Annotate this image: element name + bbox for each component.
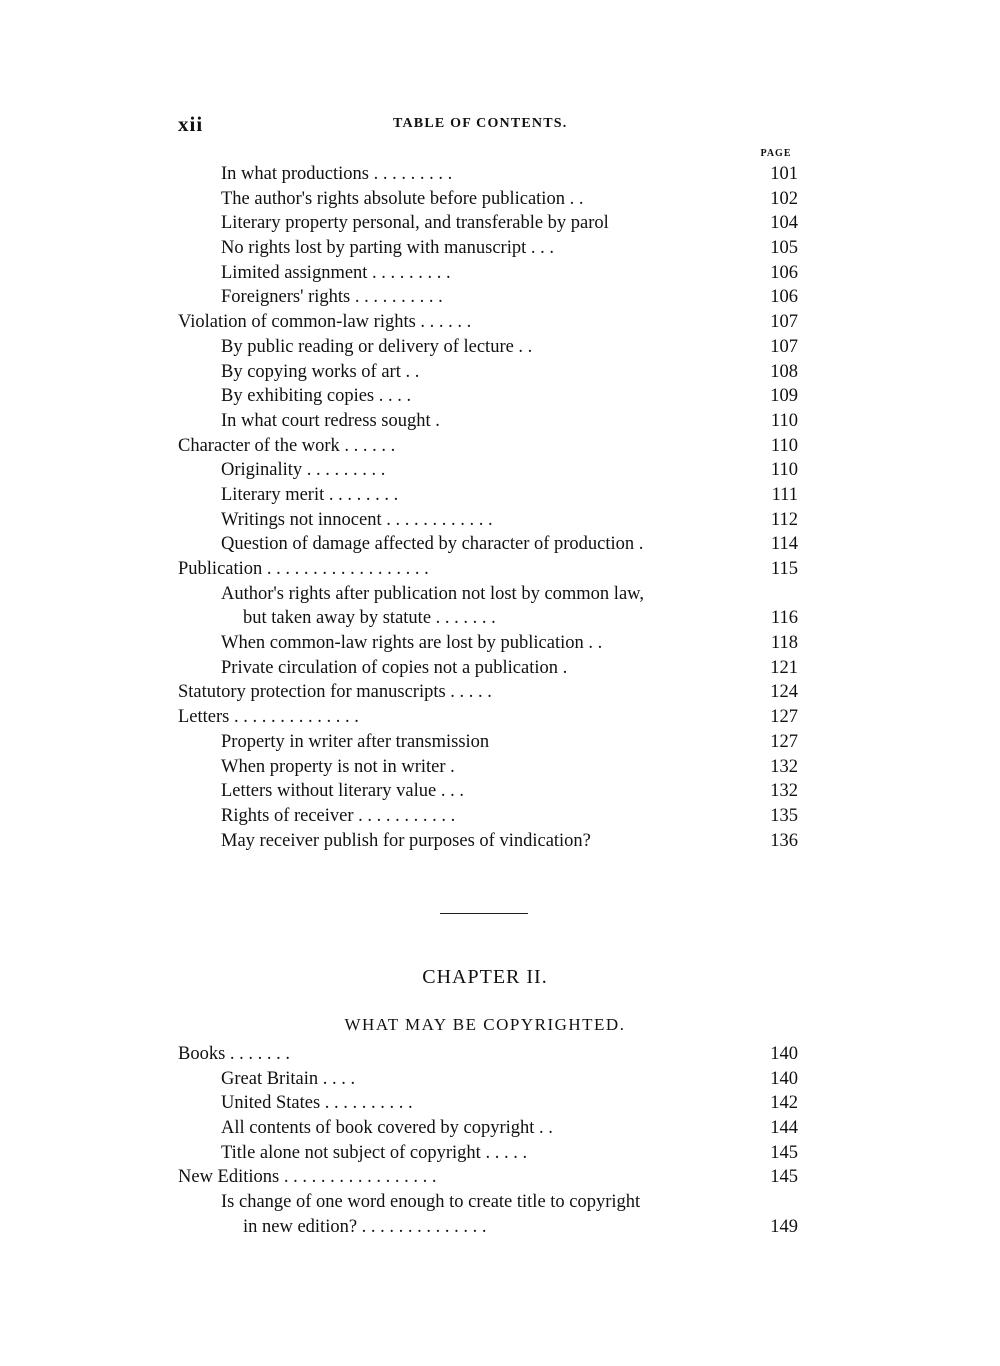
toc-entry-page: 145	[770, 1167, 798, 1188]
toc-entry	[178, 606, 798, 631]
page-number: xii	[178, 112, 204, 136]
running-head: TABLE OF CONTENTS.	[393, 116, 568, 131]
toc-entry	[178, 1190, 798, 1215]
toc-entry-title: No rights lost by parting with manuscript . . .	[221, 238, 554, 259]
toc-entry	[178, 483, 798, 508]
toc-entry	[178, 705, 798, 730]
toc-entry-page: 112	[770, 509, 798, 530]
toc-entry-page: 149	[770, 1216, 798, 1237]
contents-list-chapter-2	[178, 1042, 798, 1240]
toc-entry-title: Character of the work . . . . . .	[178, 435, 396, 456]
toc-entry-page: 102	[770, 188, 798, 209]
toc-entry-page: 109	[770, 386, 798, 407]
contents-list-chapter-1	[178, 162, 798, 853]
toc-entry	[178, 360, 798, 385]
toc-entry-page: 144	[770, 1118, 798, 1139]
toc-entry	[178, 1042, 798, 1067]
toc-entry-page: 107	[770, 336, 798, 357]
toc-entry-page: 106	[770, 262, 798, 283]
toc-entry	[178, 384, 798, 409]
toc-entry-title: Literary merit . . . . . . . .	[221, 484, 399, 505]
toc-entry-page: 136	[770, 830, 798, 851]
toc-entry-page: 132	[770, 756, 798, 777]
toc-entry-page: 106	[770, 287, 798, 308]
chapter-subtitle: WHAT MAY BE COPYRIGHTED.	[344, 1015, 626, 1034]
toc-entry-title: All contents of book covered by copyright . .	[221, 1118, 553, 1139]
toc-entry	[178, 261, 798, 286]
toc-entry-title: By public reading or delivery of lecture . .	[221, 336, 533, 357]
toc-entry-title: Literary property personal, and transferable by parol	[221, 213, 609, 234]
toc-entry-page: 110	[770, 435, 798, 456]
toc-entry-title: in new edition? . . . . . . . . . . . . . .	[243, 1216, 487, 1237]
toc-entry	[178, 582, 798, 607]
toc-entry	[178, 458, 798, 483]
toc-entry-page: 121	[770, 657, 798, 678]
toc-entry-title: Letters . . . . . . . . . . . . . .	[178, 707, 359, 728]
toc-entry-title: Originality . . . . . . . . .	[221, 460, 386, 481]
toc-entry	[178, 1091, 798, 1116]
toc-entry	[178, 434, 798, 459]
toc-entry	[178, 730, 798, 755]
page-column-label: PAGE	[760, 148, 792, 159]
toc-entry	[178, 779, 798, 804]
toc-entry-page: 132	[770, 781, 798, 802]
toc-entry	[178, 1067, 798, 1092]
toc-entry-title: Author's rights after publication not lost by common law,	[221, 583, 644, 604]
toc-entry	[178, 162, 798, 187]
toc-entry-title: United States . . . . . . . . . .	[221, 1093, 413, 1114]
toc-entry-title: May receiver publish for purposes of vindication?	[221, 830, 591, 851]
toc-entry	[178, 187, 798, 212]
toc-entry-title: Great Britain . . . .	[221, 1068, 356, 1089]
toc-entry	[178, 310, 798, 335]
toc-entry-title: By copying works of art . .	[221, 361, 420, 382]
toc-entry	[178, 804, 798, 829]
toc-entry	[178, 1141, 798, 1166]
toc-entry-page: 116	[770, 608, 798, 629]
toc-entry-page: 127	[770, 707, 798, 728]
toc-entry-page: 145	[770, 1142, 798, 1163]
toc-entry-page: 111	[771, 484, 798, 505]
toc-entry	[178, 285, 798, 310]
toc-entry-title: Rights of receiver . . . . . . . . . . .	[221, 805, 456, 826]
toc-entry	[178, 680, 798, 705]
toc-entry-title: Is change of one word enough to create title to copyright	[221, 1192, 641, 1213]
toc-entry-page: 140	[770, 1044, 798, 1064]
toc-entry-page: 104	[770, 213, 798, 234]
toc-entry-title: Publication . . . . . . . . . . . . . . . . . .	[178, 559, 429, 579]
toc-entry-title: Violation of common-law rights . . . . . .	[178, 312, 472, 333]
toc-entry-title: Property in writer after transmission	[221, 731, 490, 752]
toc-entry-page: 140	[770, 1068, 798, 1089]
toc-entry-page: 124	[770, 682, 798, 703]
toc-entry	[178, 755, 798, 780]
chapter-title: CHAPTER II.	[422, 966, 548, 988]
toc-entry	[178, 532, 798, 557]
toc-entry	[178, 1165, 798, 1190]
toc-entry-title: Limited assignment . . . . . . . . .	[221, 262, 451, 283]
toc-entry	[178, 1215, 798, 1240]
toc-entry	[178, 656, 798, 681]
toc-entry-title: Statutory protection for manuscripts . . . . .	[178, 682, 492, 703]
toc-entry-title: Foreigners' rights . . . . . . . . . .	[221, 287, 443, 308]
toc-entry-title: In what court redress sought .	[221, 410, 440, 431]
toc-entry-title: When common-law rights are lost by publication . .	[221, 633, 603, 654]
toc-entry-title: Question of damage affected by character of production .	[221, 534, 644, 555]
toc-entry-page: 101	[770, 164, 798, 184]
toc-entry-page: 108	[770, 361, 798, 382]
page-header	[0, 112, 1000, 140]
toc-entry-page: 118	[770, 633, 798, 654]
toc-entry-title: Title alone not subject of copyright . . . . .	[221, 1142, 528, 1163]
toc-entry-title: By exhibiting copies . . . .	[221, 386, 412, 407]
toc-entry	[178, 1116, 798, 1141]
toc-entry-page: 110	[770, 460, 798, 481]
toc-entry-page: 127	[770, 731, 798, 752]
toc-entry	[178, 829, 798, 854]
toc-entry-title: In what productions . . . . . . . . .	[221, 164, 453, 184]
toc-entry	[178, 335, 798, 360]
toc-entry-title: Private circulation of copies not a publication .	[221, 657, 568, 678]
toc-entry-page: 110	[770, 410, 798, 431]
toc-entry-page: 135	[770, 805, 798, 826]
toc-entry-title: Books . . . . . . .	[178, 1044, 291, 1064]
toc-entry	[178, 557, 798, 582]
toc-entry-title: Letters without literary value . . .	[221, 781, 464, 802]
toc-entry	[178, 508, 798, 533]
toc-entry-title: but taken away by statute . . . . . . .	[243, 608, 496, 629]
toc-entry	[178, 409, 798, 434]
toc-entry-title: When property is not in writer .	[221, 756, 455, 777]
toc-entry-page: 114	[770, 534, 798, 555]
toc-entry-title: The author's rights absolute before publication . .	[221, 188, 584, 209]
toc-entry-page: 115	[770, 559, 798, 579]
toc-entry-page: 142	[770, 1093, 798, 1114]
toc-entry-title: New Editions . . . . . . . . . . . . . . . . .	[178, 1167, 437, 1188]
toc-entry	[178, 211, 798, 236]
toc-entry-page: 105	[770, 238, 798, 259]
toc-entry-title: Writings not innocent . . . . . . . . . . . .	[221, 509, 493, 530]
section-divider	[440, 913, 528, 914]
toc-entry-page: 107	[770, 312, 798, 333]
toc-entry	[178, 236, 798, 261]
toc-entry	[178, 631, 798, 656]
